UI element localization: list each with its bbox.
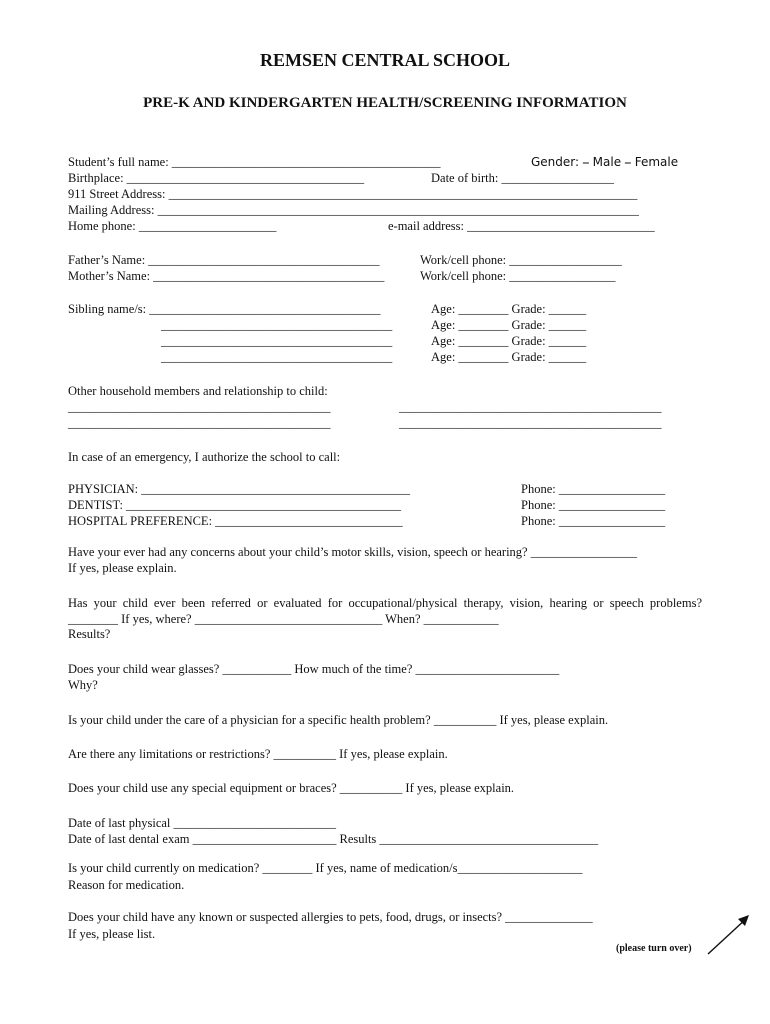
sibling-name-field[interactable]: _____________________________________: [161, 318, 393, 332]
father-name-field[interactable]: Father’s Name: _____________________________________: [68, 253, 380, 267]
birthplace-field[interactable]: Birthplace: ______________________________________: [68, 171, 365, 185]
household-line[interactable]: __________________________________________: [68, 416, 331, 430]
mailing-address-field[interactable]: Mailing Address: _____________________________________________________________________________: [68, 203, 639, 217]
dob-field[interactable]: Date of birth: __________________: [431, 171, 614, 185]
physician-care-question[interactable]: Is your child under the care of a physician for a specific health problem? __________ If yes, please explain.: [68, 713, 609, 727]
gender-options[interactable]: Gender: ⎯ Male ⎯ Female: [531, 155, 679, 169]
last-physical-field[interactable]: Date of last physical __________________________: [68, 816, 337, 830]
street-address-field[interactable]: 911 Street Address: ___________________________________________________________________________: [68, 187, 638, 201]
sibling-name-field[interactable]: Sibling name/s: _____________________________________: [68, 302, 381, 316]
equipment-question[interactable]: Does your child use any special equipment or braces? __________ If yes, please explain.: [68, 781, 515, 795]
mother-phone-field[interactable]: Work/cell phone: _________________: [420, 269, 616, 283]
dentist-phone-field[interactable]: Phone: _________________: [521, 498, 666, 512]
allergies-question[interactable]: Does your child have any known or suspected allergies to pets, food, drugs, or insects? ______________: [68, 910, 593, 924]
glasses-question[interactable]: Does your child wear glasses? ___________ How much of the time? _______________________: [68, 662, 560, 676]
sibling-age-grade[interactable]: Age: ________ Grade: ______: [431, 334, 587, 348]
arrow-up-right-icon: [705, 910, 755, 960]
sibling-age-grade[interactable]: Age: ________ Grade: ______: [431, 350, 587, 364]
glasses-why: Why?: [68, 678, 98, 692]
sibling-age-grade[interactable]: Age: ________ Grade: ______: [431, 302, 587, 316]
sibling-name-field[interactable]: _____________________________________: [161, 350, 393, 364]
last-dental-field[interactable]: Date of last dental exam _______________________ Results ___________________________________: [68, 832, 599, 846]
physician-phone-field[interactable]: Phone: _________________: [521, 482, 666, 496]
mother-name-field[interactable]: Mother’s Name: _____________________________________: [68, 269, 385, 283]
turn-over-note: (please turn over): [616, 943, 692, 954]
school-name: REMSEN CENTRAL SCHOOL: [259, 50, 511, 70]
therapy-results: Results?: [68, 627, 111, 641]
emergency-label: In case of an emergency, I authorize the school to call:: [68, 450, 341, 464]
limitations-question[interactable]: Are there any limitations or restrictions? __________ If yes, please explain.: [68, 747, 448, 761]
home-phone-field[interactable]: Home phone: ______________________: [68, 219, 277, 233]
motor-concerns-explain: If yes, please explain.: [68, 561, 177, 575]
dentist-field[interactable]: DENTIST: ____________________________________________: [68, 498, 402, 512]
sibling-age-grade[interactable]: Age: ________ Grade: ______: [431, 318, 587, 332]
father-phone-field[interactable]: Work/cell phone: __________________: [420, 253, 622, 267]
hospital-field[interactable]: HOSPITAL PREFERENCE: ______________________________: [68, 514, 403, 528]
therapy-referral-question[interactable]: Has your child ever been referred or evaluated for occupational/physical therapy, vision, hearing or speech problems? ________ If yes, where? ______________________________ When? ____________: [68, 596, 702, 626]
form-title: PRE-K AND KINDERGARTEN HEALTH/SCREENING INFORMATION: [143, 95, 627, 111]
allergies-list: If yes, please list.: [68, 927, 156, 941]
household-line[interactable]: __________________________________________: [399, 400, 662, 414]
household-line[interactable]: __________________________________________: [68, 400, 331, 414]
student-name-field[interactable]: Student’s full name: ___________________________________________: [68, 155, 441, 169]
sibling-name-field[interactable]: _____________________________________: [161, 334, 393, 348]
medication-question[interactable]: Is your child currently on medication? ________ If yes, name of medication/s____________________: [68, 861, 583, 875]
household-label: Other household members and relationship to child:: [68, 384, 328, 398]
hospital-phone-field[interactable]: Phone: _________________: [521, 514, 666, 528]
motor-concerns-question[interactable]: Have your ever had any concerns about your child’s motor skills, vision, speech or hearing? _________________: [68, 545, 637, 559]
physician-field[interactable]: PHYSICIAN: ___________________________________________: [68, 482, 411, 496]
medication-reason: Reason for medication.: [68, 878, 185, 892]
household-line[interactable]: __________________________________________: [399, 416, 662, 430]
email-field[interactable]: e-mail address: ______________________________: [388, 219, 655, 233]
